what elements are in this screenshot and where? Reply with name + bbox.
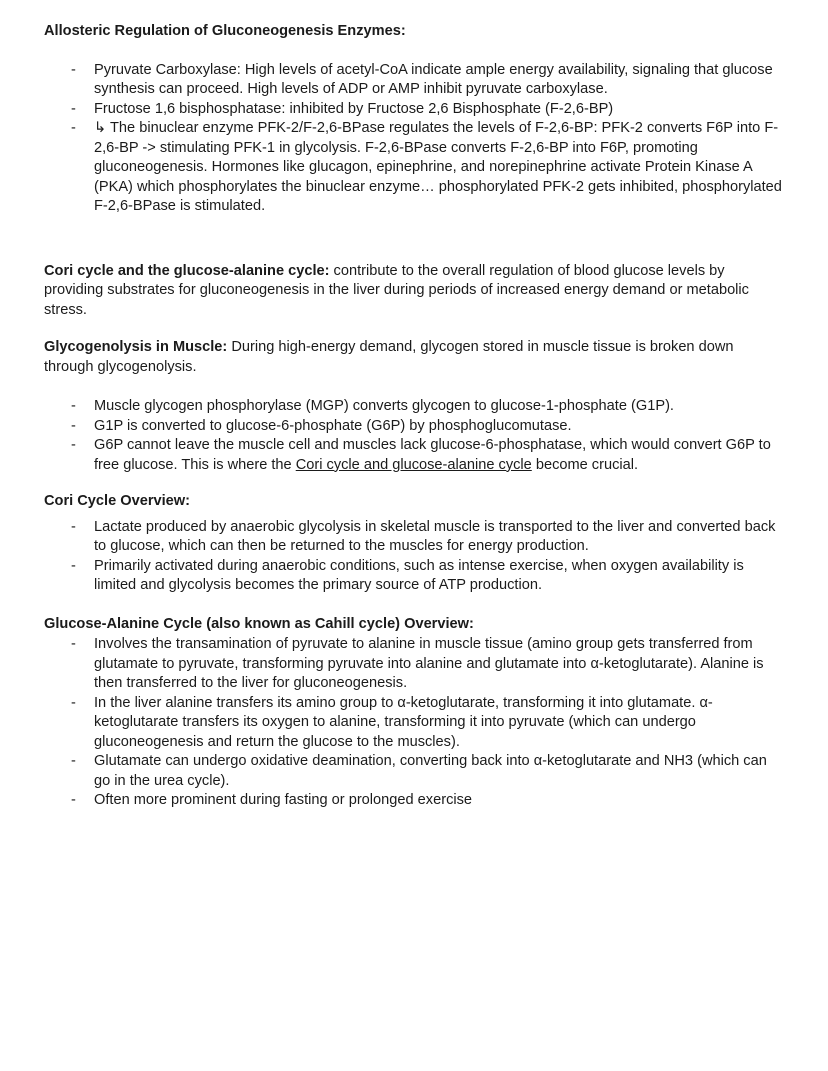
text-run: Muscle glycogen phosphorylase (MGP) converts glycogen to glucose-1-phosphate (G1P). [94, 398, 674, 414]
dash-bullet-marker: - [71, 398, 76, 414]
text-run: Primarily activated during anaerobic conditions, such as intense exercise, when oxygen availability is limited and glycolysis becomes the primary source of ATP production. [94, 557, 744, 593]
bold-text: Allosteric Regulation of Gluconeogenesis Enzymes: [44, 23, 406, 39]
dash-bullet-marker: - [71, 120, 76, 136]
text-run: become crucial. [531, 456, 639, 473]
text-run: Glutamate can undergo oxidative deamination, converting back into α-ketoglutarate and NH3 (which can go in the urea cycle). [94, 753, 767, 789]
list-item [71, 436, 784, 475]
glycogenolysis-list [44, 397, 784, 475]
allosteric-list [44, 61, 784, 217]
bold-text: Glucose-Alanine Cycle (also known as Cahill cycle) Overview: [44, 615, 474, 632]
list-item [71, 557, 784, 596]
text-run: Often more prominent during fasting or prolonged exercise [94, 792, 473, 808]
list-item [71, 635, 784, 694]
text-run: Pyruvate Carboxylase: High levels of acetyl-CoA indicate ample energy availability, signaling that glucose synthesis can proceed. High levels of ADP or AMP inhibit pyruvate carboxylase. [94, 61, 773, 97]
bold-text: Glycogenolysis in Muscle: [44, 339, 228, 355]
dash-bullet-marker: - [71, 518, 76, 535]
list-item [71, 518, 784, 557]
list-item [71, 61, 784, 100]
dash-bullet-marker: - [71, 61, 76, 78]
cori-alanine-paragraph [44, 262, 784, 321]
dash-bullet-marker: - [71, 694, 76, 711]
dash-bullet-marker: - [71, 636, 76, 652]
allosteric-heading [44, 22, 784, 42]
underlined-text: Cori cycle and glucose-alanine cycle [295, 456, 532, 473]
text-run: In the liver alanine transfers its amino group to α-ketoglutarate, transforming it into glutamate. α-ketoglutarate transfers its oxygen to alanine, transforming it into pyruvate (which can undergo gluconeogenesis and return the glucose to the muscles). [94, 694, 713, 750]
text-run: ↳ The binuclear enzyme PFK-2/F-2,6-BPase regulates the levels of F-2,6-BP: PFK-2 converts F6P into F-2,6-BP -> stimulating PFK-1 in glycolysis. F-2,6-BPase converts F-2,6-BP into F6P, promoting gluconeogenesis. Hormones like glucagon, epinephrine, and norepinephrine activate Protein Kinase A (PKA) which phosphorylates the binuclear enzyme… phosphorylated PFK-2 gets inhibited, phosphorylated F-2,6-BPase is stimulated. [94, 120, 782, 214]
document-content [44, 22, 784, 811]
text-run: G1P is converted to glucose-6-phosphate (G6P) by phosphoglucomutase. [94, 417, 572, 434]
cahill-list [44, 635, 784, 811]
dash-bullet-marker: - [71, 557, 76, 574]
cori-overview-list [44, 518, 784, 596]
dash-bullet-marker: - [71, 417, 76, 434]
list-item [71, 397, 784, 417]
bold-text: Cori cycle and the glucose-alanine cycle: [44, 262, 330, 279]
text-run: Lactate produced by anaerobic glycolysis in skeletal muscle is transported to the liver and converted back to glucose, which can then be returned to the muscles for energy production. [94, 518, 776, 554]
text-run: contribute to the overall regulation of blood glucose levels by providing substrates for gluconeogenesis in the liver during periods of increased energy demand or metabolic stress. [44, 262, 749, 318]
text-run: G6P cannot leave the muscle cell and muscles lack glucose-6-phosphatase, which would convert G6P to free glucose. This is where the [94, 437, 771, 473]
dash-bullet-marker: - [71, 437, 76, 453]
text-run: Involves the transamination of pyruvate to alanine in muscle tissue (amino group gets transferred from glutamate to pyruvate, transforming pyruvate into alanine and glutamate into α-ketoglutarate). Alanine is then transferred to the liver for gluconeogenesis. [94, 636, 764, 691]
dash-bullet-marker: - [71, 792, 76, 808]
list-item [71, 100, 784, 120]
cahill-heading [44, 615, 784, 635]
bold-text: Cori Cycle Overview: [44, 493, 191, 509]
list-item [71, 752, 784, 791]
list-item [71, 791, 784, 811]
glycogenolysis-paragraph [44, 338, 784, 377]
list-item [71, 417, 784, 437]
list-item [71, 694, 784, 753]
dash-bullet-marker: - [71, 100, 76, 117]
text-run: During high-energy demand, glycogen stored in muscle tissue is broken down through glycogenolysis. [44, 339, 734, 375]
dash-bullet-marker: - [71, 753, 76, 769]
cori-overview-heading [44, 492, 784, 512]
list-item [71, 119, 784, 217]
text-run: Fructose 1,6 bisphosphatase: inhibited by Fructose 2,6 Bisphosphate (F-2,6-BP) [94, 100, 614, 117]
